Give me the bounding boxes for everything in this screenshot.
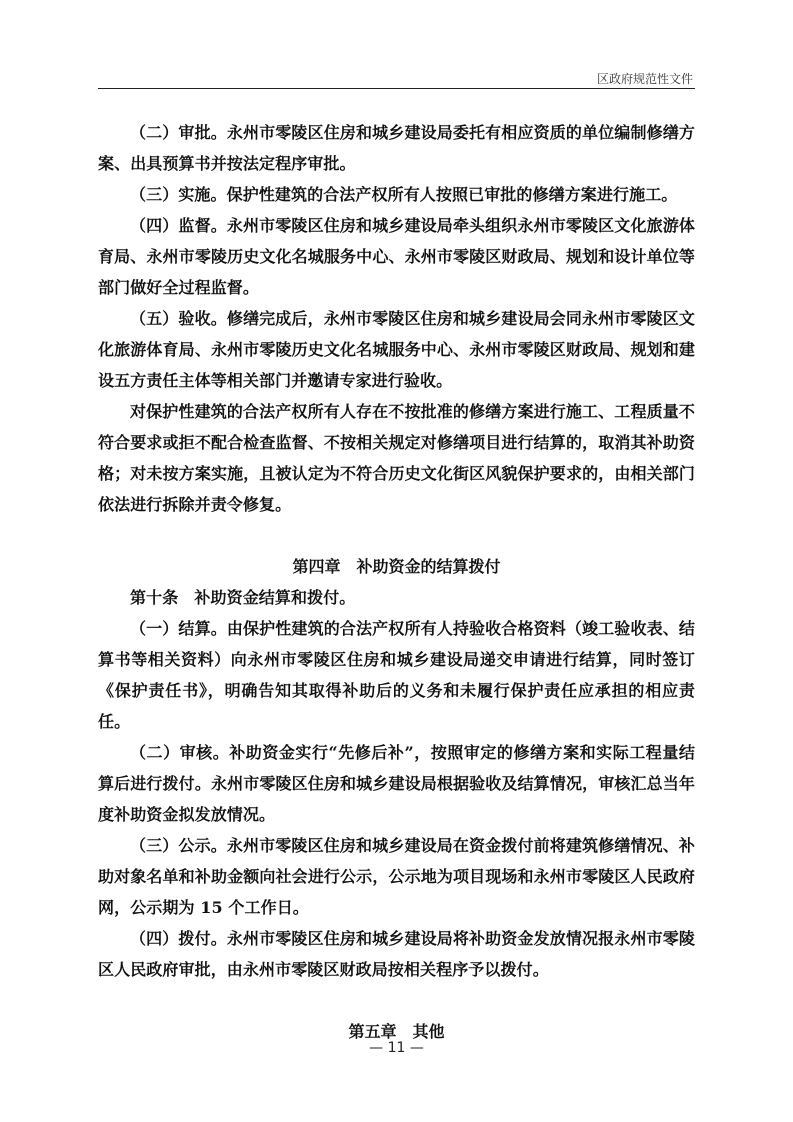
paragraph: （五）验收。修缮完成后，永州市零陵区住房和城乡建设局会同永州市零陵区文化旅游体育局、永州市零陵历史文化名城服务中心、永州市零陵区财政局、规划和建设五方责任主体等相关部门并邀请专家进行验收。 xyxy=(98,309,695,390)
paragraph: （二）审核。补助资金实行“先修后补”，按照审定的修缮方案和实际工程量结算后进行拨付。永州市零陵区住房和城乡建设局根据验收及结算情况，审核汇总当年度补助资金拟发放情况。 xyxy=(98,743,695,824)
paragraph: （三）实施。保护性建筑的合法产权所有人按照已审批的修缮方案进行施工。 xyxy=(130,185,678,204)
document-body xyxy=(98,117,695,1047)
paragraph: 对保护性建筑的合法产权所有人存在不按批准的修缮方案进行施工、工程质量不符合要求或拒不配合检查监督、不按相关规定对修缮项目进行结算的，取消其补助资格；对未按方案实施，且被认定为不符合历史文化街区风貌保护要求的，由相关部门依法进行拆除并责令修复。 xyxy=(98,402,695,514)
header-text: 区政府规范性文件 xyxy=(596,72,693,86)
paragraph: （四）拨付。永州市零陵区住房和城乡建设局将补助资金发放情况报永州市零陵区人民政府审批，由永州市零陵区财政局按相关程序予以拨付。 xyxy=(98,929,695,979)
paragraph: （一）结算。由保护性建筑的合法产权所有人持验收合格资料（竣工验收表、结算书等相关资料）向永州市零陵区住房和城乡建设局递交申请进行结算，同时签订《保护责任书》，明确告知其取得补助后的义务和未履行保护责任应承担的相应责任。 xyxy=(98,619,695,731)
chapter-title: 第四章 补助资金的结算拨付 xyxy=(292,557,501,576)
paragraph: （二）审批。永州市零陵区住房和城乡建设局委托有相应资质的单位编制修缮方案、出具预算书并按法定程序审批。 xyxy=(98,123,695,173)
page-number: — 11 — xyxy=(369,1040,424,1056)
article-heading: 第十条 补助资金结算和拨付。 xyxy=(130,588,356,607)
chapter-title: 第五章 其他 xyxy=(348,1022,445,1041)
paragraph: （四）监督。永州市零陵区住房和城乡建设局牵头组织永州市零陵区文化旅游体育局、永州市零陵历史文化名城服务中心、永州市零陵区财政局、规划和设计单位等部门做好全过程监督。 xyxy=(98,216,695,297)
page-header xyxy=(98,68,695,89)
paragraph: （三）公示。永州市零陵区住房和城乡建设局在资金拨付前将建筑修缮情况、补助对象名单和补助金额向社会进行公示，公示地为项目现场和永州市零陵区人民政府网，公示期为 15 个工作日。 xyxy=(98,836,695,917)
